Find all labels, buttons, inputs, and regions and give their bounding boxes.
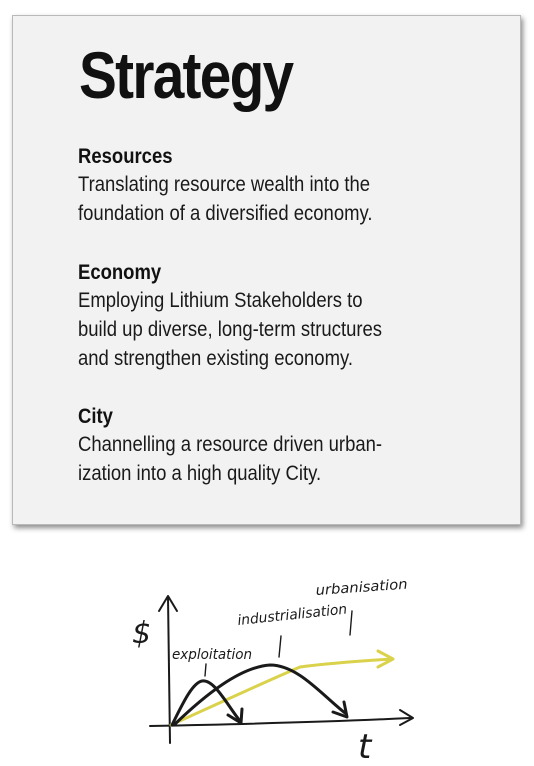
section-text-line: Translating resource wealth into the (78, 173, 371, 196)
section-heading: City (78, 405, 113, 428)
sketch-x-axis-label: t (358, 727, 372, 766)
hand-drawn-phase-sketch (0, 545, 534, 766)
strategy-card (12, 15, 521, 525)
section-text-line: and strengthen existing economy. (78, 347, 353, 370)
sketch-urbanisation-line (171, 659, 392, 725)
sketch-label-industrialisation: industrialisation (236, 601, 350, 629)
sketch-leader-exploitation (205, 664, 206, 676)
section-city (78, 404, 508, 488)
sketch-leader-urbanisation (350, 611, 352, 635)
section-text-line: build up diverse, long-term structures (78, 318, 383, 341)
sketch-industrialisation-curve (174, 665, 345, 725)
sketch-leader-industrialisation (279, 636, 281, 657)
section-economy (78, 260, 508, 373)
section-text-line: Employing Lithium Stakeholders to (78, 289, 363, 312)
sketch-label-urbanisation: urbanisation (315, 576, 404, 599)
section-heading: Economy (78, 261, 162, 284)
section-text-line: foundation of a diversified economy. (78, 202, 373, 225)
sketch-y-axis (168, 597, 170, 743)
section-resources (78, 144, 508, 228)
section-heading: Resources (78, 145, 173, 168)
page-title: Strategy (79, 38, 293, 112)
sketch-label-exploitation: exploitation (172, 647, 252, 663)
section-text-line: Channelling a resource driven urban- (78, 433, 383, 456)
section-text-line: ization into a high quality City. (78, 462, 322, 485)
sketch-y-axis-label: $ (132, 616, 152, 651)
sketch-x-axis (150, 718, 410, 726)
